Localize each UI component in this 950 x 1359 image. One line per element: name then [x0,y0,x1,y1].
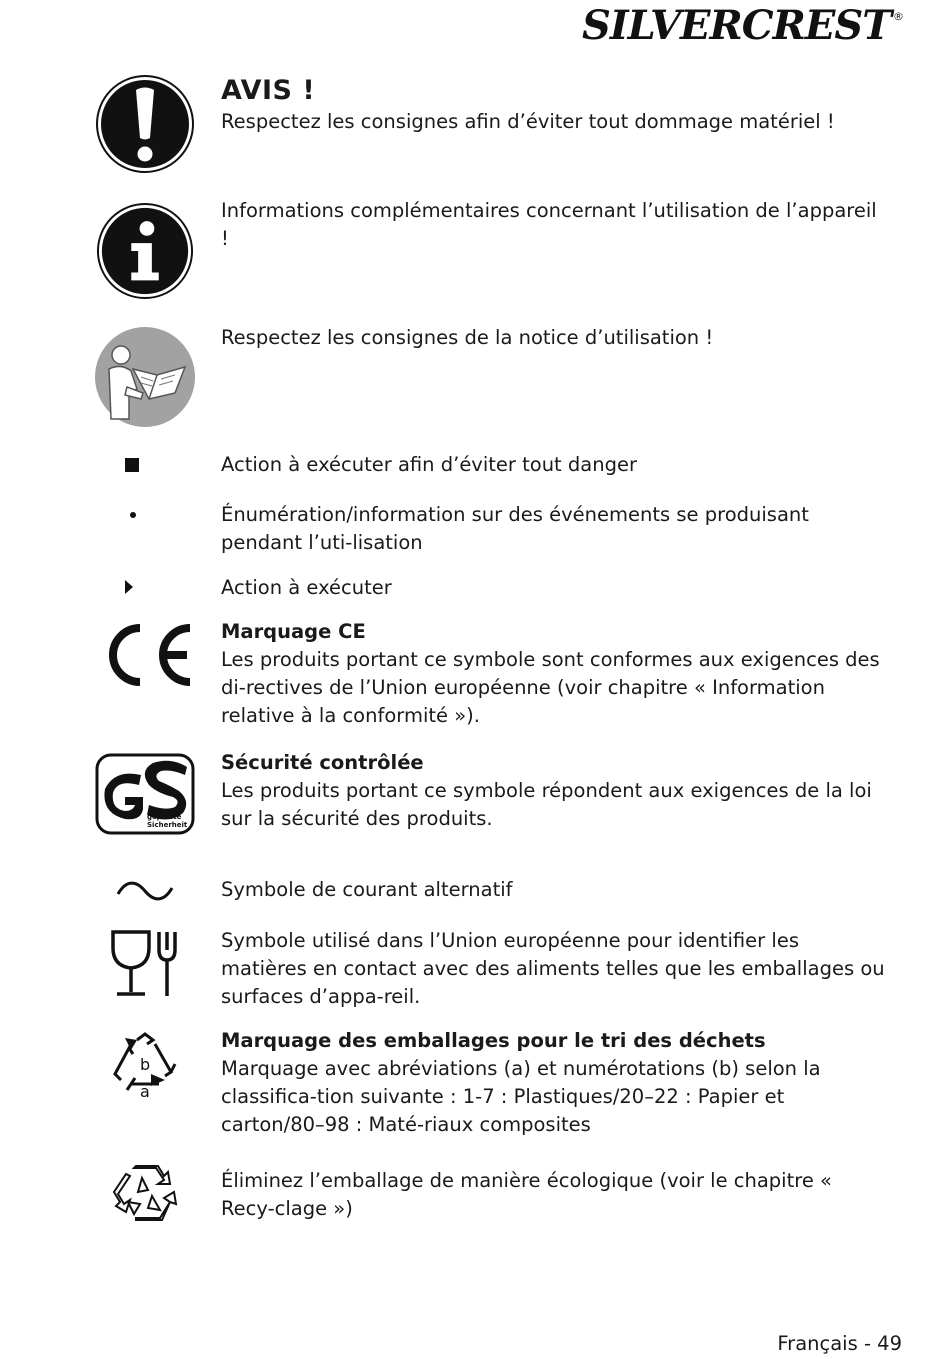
item-ac: Symbole de courant alternatif [221,878,513,901]
recycling-code-icon [111,1030,179,1100]
item-enumeration: Énumération/information sur des événements se produisant pendant l’uti-lisation [221,503,809,554]
packaging-text: Marquage avec abréviations (a) et numérotations (b) selon la classifica-tion suivante : 1-7 : Plastiques/20–22 : Papier et carton/80–98 : Maté-riaux composites [221,1057,821,1136]
item-packaging-marking [221,1027,889,1139]
gs-mark-icon [95,753,195,835]
svg-text:Sicherheit: Sicherheit [147,821,188,829]
notice-text: Respectez les consignes afin d’éviter tout dommage matériel ! [221,110,835,133]
item-food-contact: Symbole utilisé dans l’Union européenne pour identifier les matières en contact avec des aliments telles que les emballages ou surfaces d’appa-reil. [221,929,885,1008]
item-notice [221,74,889,136]
read-manual-icon [95,327,195,427]
item-ce [221,618,889,730]
svg-text:a: a [140,1082,150,1100]
packaging-title: Marquage des emballages pour le tri des déchets [221,1029,766,1052]
square-bullet-icon [125,458,139,472]
svg-text:geprüfte: geprüfte [147,813,182,821]
registered-mark: ® [893,10,904,23]
triangle-bullet-icon [124,579,134,595]
recycle-icon [112,1162,180,1224]
dot-bullet-icon [130,512,136,518]
item-info: Informations complémentaires concernant l’utilisation de l’appareil ! [221,199,877,250]
brand-name: SILVERCREST [582,2,891,49]
item-dispose: Éliminez l’emballage de manière écologique (voir le chapitre « Recy-clage ») [221,1169,832,1220]
ac-current-icon [116,878,174,904]
ce-title: Marquage CE [221,620,366,643]
gs-title: Sécurité contrôlée [221,751,424,774]
exclamation-icon [95,74,195,174]
svg-text:b: b [140,1055,151,1074]
food-contact-icon [109,928,181,998]
notice-title: AVIS ! [221,75,316,106]
item-action: Action à exécuter [221,576,392,599]
gs-text: Les produits portant ce symbole répondent aux exigences de la loi sur la sécurité des produits. [221,779,872,830]
info-icon [96,202,194,300]
item-read-manual: Respectez les consignes de la notice d’utilisation ! [221,326,714,349]
item-gs [221,749,889,833]
ce-text: Les produits portant ce symbole sont conformes aux exigences des di-rectives de l’Union européenne (voir chapitre « Information relative à la conformité »). [221,648,880,727]
ce-mark-icon [97,622,193,688]
item-action-danger: Action à exécuter afin d’éviter tout danger [221,453,637,476]
brand-logo [582,2,904,50]
page-number: Français - 49 [777,1332,902,1355]
